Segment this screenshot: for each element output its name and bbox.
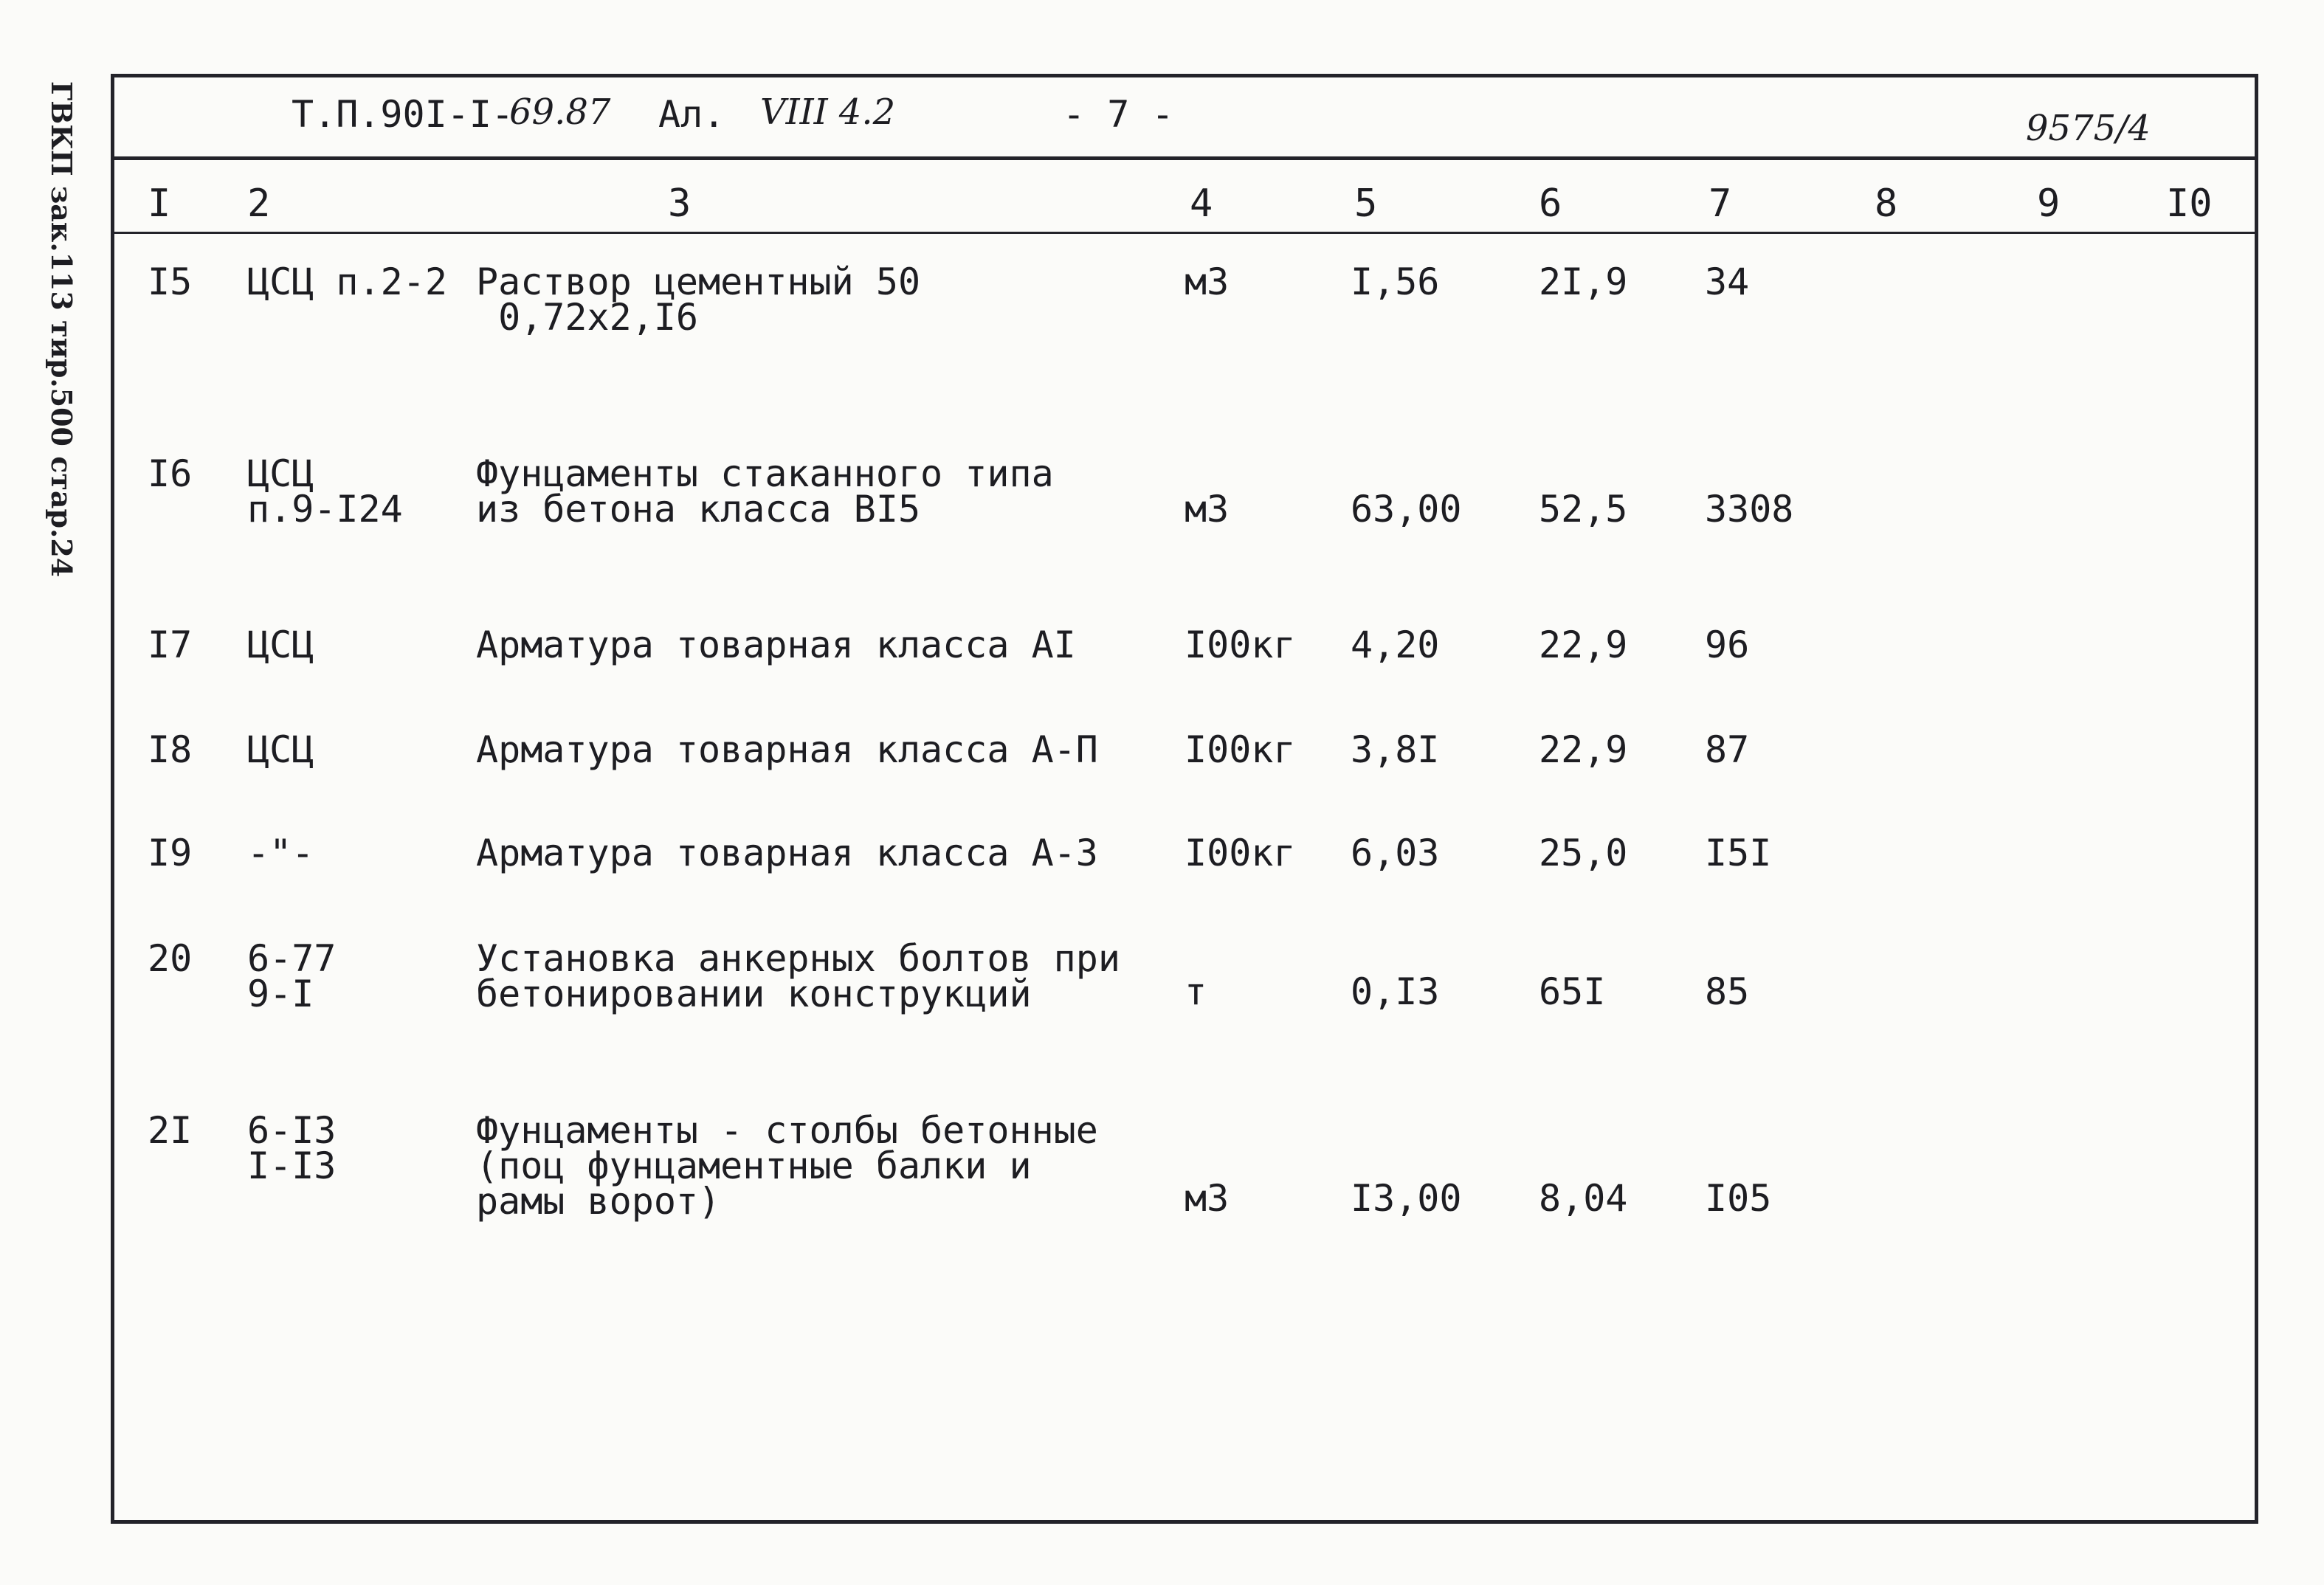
- column-numbers-divider: [111, 232, 2258, 234]
- unit: I00кг: [1185, 624, 1296, 666]
- total-cost: 34: [1705, 260, 1750, 303]
- norm-code: [247, 452, 403, 531]
- album-handwritten: VIII 4.2: [760, 91, 896, 133]
- norm-code-line: ЦСЦ: [247, 728, 314, 771]
- total-cost: 85: [1705, 970, 1750, 1013]
- unit-price: 65I: [1539, 970, 1606, 1013]
- work-name: [476, 452, 1054, 531]
- column-number: 8: [1875, 182, 1898, 226]
- header-divider: [111, 156, 2258, 160]
- unit-price: 25,0: [1539, 832, 1628, 874]
- row-number: I8: [148, 728, 193, 771]
- row-number: I7: [148, 624, 193, 666]
- column-number: 7: [1708, 182, 1732, 226]
- work-name: [476, 1109, 1098, 1223]
- work-name: [476, 624, 1076, 666]
- quantity: 0,I3: [1351, 970, 1440, 1013]
- norm-code: [247, 1109, 337, 1187]
- work-name: [476, 728, 1098, 771]
- column-number: 4: [1190, 182, 1213, 226]
- total-cost: 87: [1705, 728, 1750, 771]
- work-name-line: Арматура товарная класса А-3: [476, 832, 1098, 874]
- norm-code-line: 6-77: [247, 937, 337, 980]
- norm-code-line: ЦСЦ: [247, 624, 314, 666]
- column-number: 9: [2037, 182, 2061, 226]
- work-name-line: бетонировании конструкций: [476, 973, 1032, 1015]
- unit-price: 2I,9: [1539, 260, 1628, 303]
- unit-price: 22,9: [1539, 728, 1628, 771]
- unit: I00кг: [1185, 728, 1296, 771]
- unit: т: [1185, 970, 1207, 1013]
- row-number: I5: [148, 260, 193, 303]
- side-stamp: [41, 81, 81, 578]
- norm-code: [247, 728, 314, 771]
- column-number: I: [148, 182, 171, 226]
- column-number: I0: [2166, 182, 2213, 226]
- sheet-number-handwritten: 9575/4: [2026, 108, 2151, 149]
- total-cost: I5I: [1705, 832, 1772, 874]
- norm-code-line: 6-I3: [247, 1109, 337, 1152]
- side-stamp-text: ГВКП зак.113 тир.500 стар.24: [45, 81, 78, 578]
- quantity: I3,00: [1351, 1177, 1462, 1220]
- unit: I00кг: [1185, 832, 1296, 874]
- norm-code-line: ЦСЦ п.2-2: [247, 260, 447, 303]
- quantity: I,56: [1351, 260, 1440, 303]
- work-name-line: Арматура товарная класса AI: [476, 624, 1076, 666]
- work-name-line: 0,72х2,I6: [476, 296, 699, 339]
- row-number: I6: [148, 452, 193, 495]
- work-name: [476, 937, 1120, 1015]
- norm-code-line: п.9-I24: [247, 488, 403, 531]
- norm-code: [247, 260, 447, 303]
- column-number: 2: [247, 182, 271, 226]
- work-name-line: Фунцаменты стаканного типа: [476, 452, 1054, 495]
- total-cost: 96: [1705, 624, 1750, 666]
- norm-code-line: 9-I: [247, 973, 314, 1015]
- norm-code: [247, 624, 314, 666]
- work-name-line: Фунцаменты - столбы бетонные: [476, 1109, 1098, 1152]
- document-code-handwritten: 69.87: [509, 91, 611, 133]
- work-name-line: Установка анкерных болтов при: [476, 937, 1120, 980]
- quantity: 6,03: [1351, 832, 1440, 874]
- total-cost: 3308: [1705, 488, 1794, 531]
- unit: м3: [1185, 1177, 1230, 1220]
- document-code: Т.П.90I-I-: [292, 93, 514, 136]
- quantity: 63,00: [1351, 488, 1462, 531]
- page-number: - 7 -: [1063, 93, 1174, 136]
- unit: м3: [1185, 488, 1230, 531]
- work-name-line: Арматура товарная класса А-П: [476, 728, 1098, 771]
- album-label: Ал.: [658, 93, 725, 136]
- unit: м3: [1185, 260, 1230, 303]
- work-name-line: (поц фунцаментные балки и: [476, 1144, 1032, 1187]
- column-number: 3: [668, 182, 692, 226]
- work-name-line: рамы ворот): [476, 1180, 721, 1223]
- total-cost: I05: [1705, 1177, 1772, 1220]
- norm-code: [247, 832, 314, 874]
- norm-code-line: ЦСЦ: [247, 452, 314, 495]
- row-number: I9: [148, 832, 193, 874]
- quantity: 3,8I: [1351, 728, 1440, 771]
- unit-price: 22,9: [1539, 624, 1628, 666]
- norm-code-line: -"-: [247, 832, 314, 874]
- norm-code: [247, 937, 337, 1015]
- unit-price: 8,04: [1539, 1177, 1628, 1220]
- row-number: 20: [148, 937, 193, 980]
- unit-price: 52,5: [1539, 488, 1628, 531]
- work-name-line: Раствор цементный 50: [476, 260, 921, 303]
- work-name: [476, 832, 1098, 874]
- row-number: 2I: [148, 1109, 193, 1152]
- quantity: 4,20: [1351, 624, 1440, 666]
- work-name: [476, 260, 921, 339]
- column-number: 5: [1354, 182, 1378, 226]
- work-name-line: из бетона класса BI5: [476, 488, 921, 531]
- norm-code-line: I-I3: [247, 1144, 337, 1187]
- column-number: 6: [1539, 182, 1562, 226]
